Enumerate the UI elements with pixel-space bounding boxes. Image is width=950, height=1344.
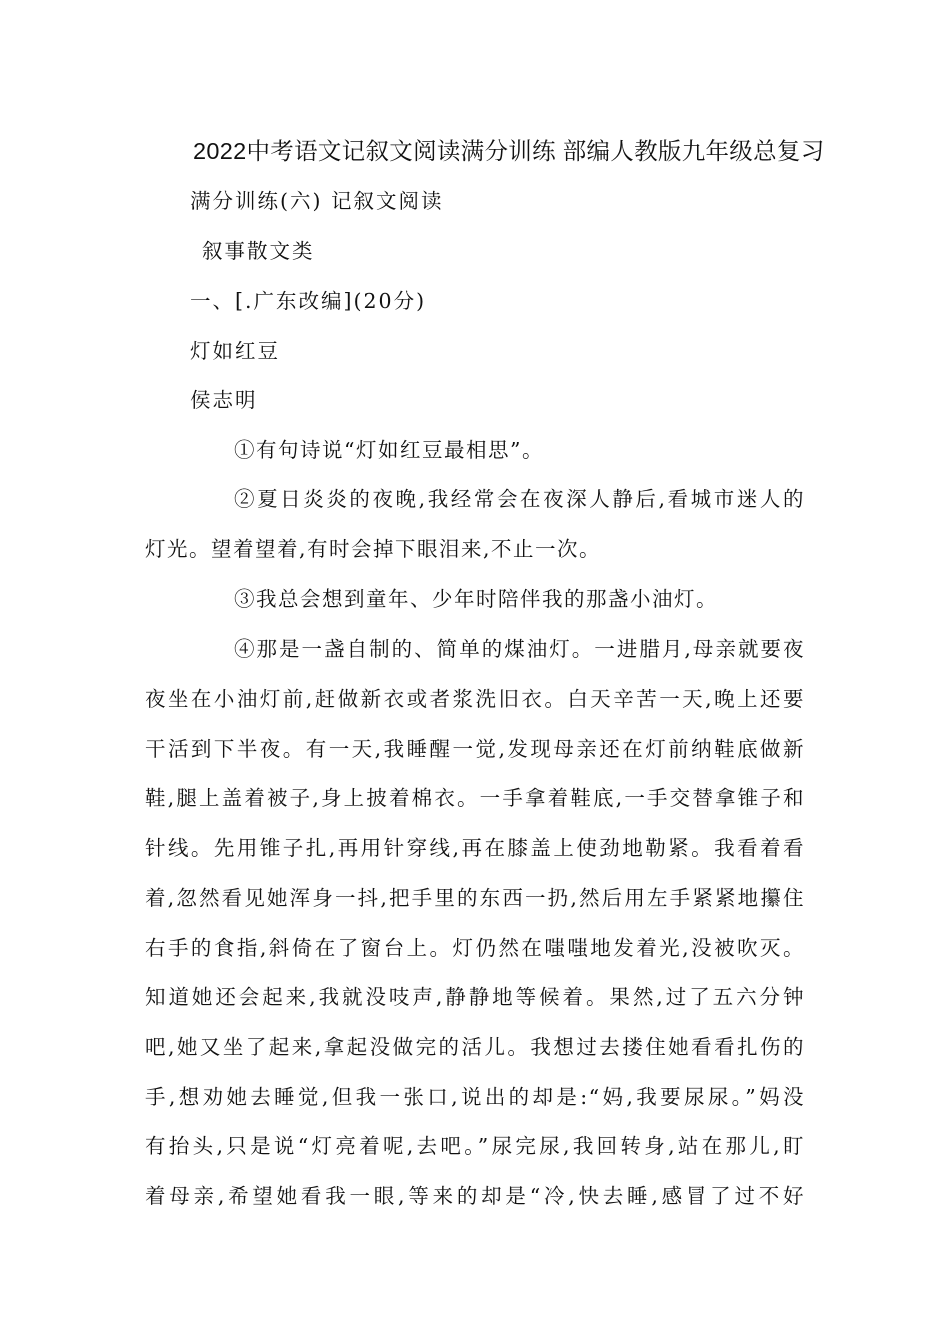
paragraph-4-line: 夜坐在小油灯前,赶做新衣或者浆洗旧衣。白天辛苦一天,晚上还要: [145, 687, 805, 711]
paragraph-4-line: 手,想劝她去睡觉,但我一张口,说出的却是:“妈,我要尿尿。”妈没: [145, 1085, 805, 1109]
paragraph-3: ③我总会想到童年、少年时陪伴我的那盏小油灯。: [234, 587, 718, 611]
paragraph-4-line: 有抬头,只是说“灯亮着呢,去吧。”尿完尿,我回转身,站在那儿,盯: [145, 1134, 805, 1158]
paragraph-4-line: ④那是一盏自制的、简单的煤油灯。一进腊月,母亲就要夜: [234, 637, 805, 661]
paragraph-4-line: 着母亲,希望她看我一眼,等来的却是“冷,快去睡,感冒了过不好: [145, 1184, 805, 1208]
paragraph-4-line: 吧,她又坐了起来,拿起没做完的活儿。我想过去搂住她看看扎伤的: [145, 1035, 805, 1059]
paragraph-1: ①有句诗说“灯如红豆最相思”。: [234, 438, 544, 462]
paragraph-4-line: 鞋,腿上盖着被子,身上披着棉衣。一手拿着鞋底,一手交替拿锥子和: [145, 786, 805, 810]
paragraph-4-line: 着,忽然看见她浑身一抖,把手里的东西一扔,然后用左手紧紧地攥住: [145, 886, 805, 910]
paragraph-4-line: 右手的食指,斜倚在了窗台上。灯仍然在嗤嗤地发着光,没被吹灭。: [145, 936, 805, 960]
paragraph-4-line: 针线。先用锥子扎,再用针穿线,再在膝盖上使劲地勒紧。我看着看: [145, 836, 805, 860]
paragraph-2-line-1: ②夏日炎炎的夜晚,我经常会在夜深人静后,看城市迷人的: [234, 487, 805, 511]
section-heading: 满分训练(六) 记叙文阅读: [190, 189, 444, 213]
paragraph-4-line: 干活到下半夜。有一天,我睡醒一觉,发现母亲还在灯前纳鞋底做新: [145, 737, 805, 761]
category-heading: 叙事散文类: [202, 239, 315, 263]
document-title: 2022中考语文记叙文阅读满分训练 部编人教版九年级总复习: [193, 138, 825, 164]
paragraph-4-line: 知道她还会起来,我就没吱声,静静地等候着。果然,过了五六分钟: [145, 985, 805, 1009]
question-heading: 一、[.广东改编](20分): [190, 289, 427, 313]
essay-author: 侯志明: [190, 388, 258, 412]
paragraph-2-line-2: 灯光。望着望着,有时会掉下眼泪来,不止一次。: [145, 537, 602, 561]
essay-title: 灯如红豆: [190, 339, 280, 363]
